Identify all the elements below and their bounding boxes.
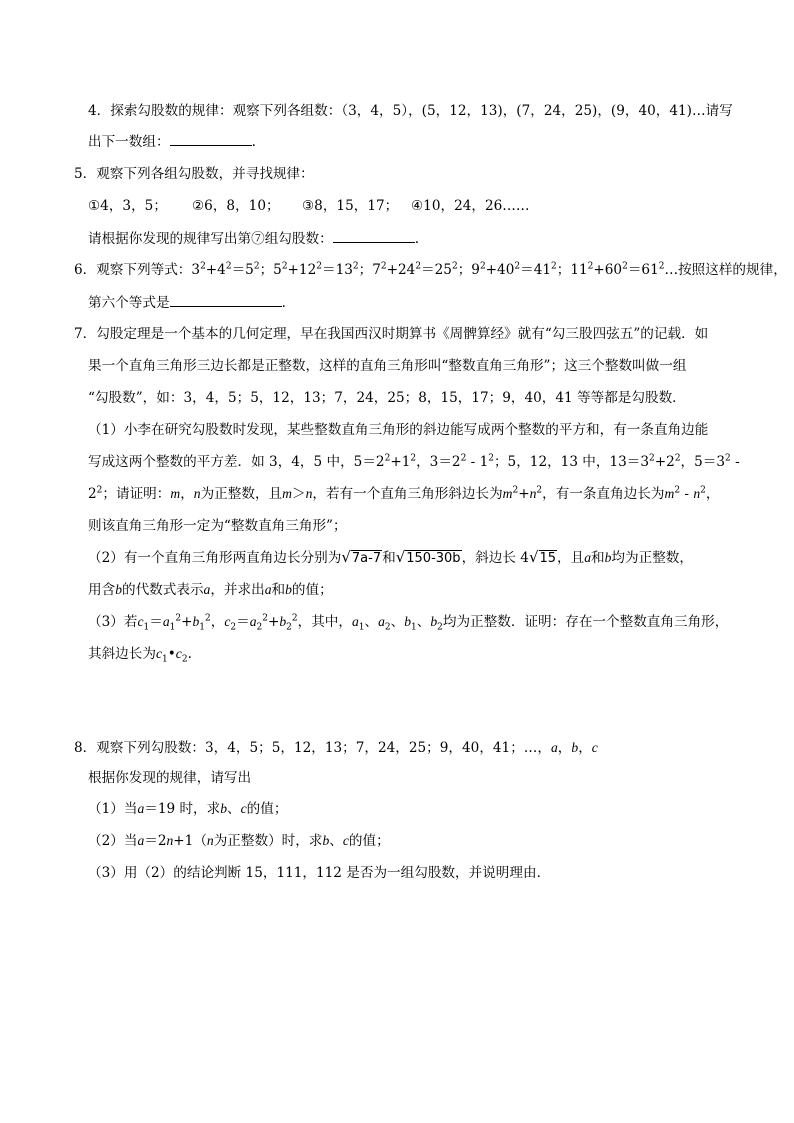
math-variable: b — [115, 582, 122, 597]
q5-ask — [88, 228, 419, 249]
math-variable: n — [529, 486, 537, 501]
math-variable: c — [137, 614, 144, 629]
math-variable: c — [591, 740, 598, 755]
subscript: 2 — [230, 622, 237, 633]
math-variable: n — [305, 486, 313, 501]
subscript: 2 — [181, 654, 188, 665]
text-run: 和 — [591, 550, 605, 566]
q5-line-1 — [74, 164, 314, 184]
superscript: 2 — [175, 613, 182, 624]
text-run: +2 — [654, 454, 675, 470]
superscript: 2 — [451, 261, 458, 272]
radicand: 15 — [539, 551, 557, 566]
text-run: ＝19 时，求 — [144, 801, 221, 817]
q7-part-2-line-1 — [88, 547, 693, 569]
math-variable: a — [378, 614, 385, 629]
text-run: 7 — [372, 262, 381, 278]
text-run: ，5＝3 — [680, 454, 726, 470]
q8-line-2 — [88, 768, 251, 788]
text-run: （2）当 — [88, 833, 138, 849]
superscript: 2 — [291, 613, 298, 624]
text-run: 和 — [382, 550, 396, 566]
text-run: . — [251, 134, 256, 150]
superscript: 2 — [225, 261, 232, 272]
math-variable: a — [203, 582, 211, 597]
text-run: +12 — [287, 262, 317, 278]
text-run: 为正整数，且 — [200, 486, 283, 502]
text-run: 的值； — [246, 801, 288, 817]
text-run: - 1 — [466, 454, 489, 470]
math-variable: b — [571, 740, 579, 755]
text-run: ， — [180, 486, 194, 502]
text-run: ； — [457, 262, 472, 278]
text-run: ，3＝2 — [416, 454, 461, 470]
q4-line-1 — [88, 101, 733, 121]
math-variable: n — [166, 833, 174, 848]
text-run: ，斜边长 4 — [461, 550, 529, 566]
text-run: ，若有一个直角三角形斜边长为 — [312, 486, 503, 502]
radical-sign: √ — [528, 548, 539, 566]
subscript: 2 — [437, 622, 443, 633]
text-run: ， — [210, 614, 225, 630]
q5-group-3: ③8，15，17； — [302, 198, 399, 214]
text-run: ； — [259, 262, 274, 278]
math-variable: a — [551, 740, 558, 755]
text-run: 观察下列勾股数：3，4，5；5，12，13；7，24，25；9，40，41；…， — [96, 740, 551, 756]
q4-number: 4． — [88, 103, 111, 119]
text-run: ＝61 — [627, 262, 659, 278]
superscript: 2 — [460, 453, 467, 464]
q4-text: 探索勾股数的规律：观察下列各组数：（3，4，5），(5，12，13)，(7，24，25)，(9，40，41)…请写 — [110, 103, 733, 119]
superscript: 2 — [262, 613, 268, 624]
superscript: 2 — [700, 485, 706, 496]
text-run: 观察下列各组勾股数，并寻找规律： — [96, 166, 314, 182]
superscript: 2 — [205, 613, 211, 624]
math-variable: a — [264, 582, 272, 597]
math-variable: b — [220, 801, 228, 816]
superscript: 2 — [352, 261, 359, 272]
text-run: • — [167, 646, 176, 662]
text-run: ，其中， — [297, 614, 352, 630]
math-variable: c — [342, 833, 349, 848]
text-run: - — [680, 486, 694, 502]
q8-part-1 — [88, 799, 287, 819]
q8-number: 8． — [74, 740, 97, 756]
text-run: +24 — [386, 262, 416, 278]
subscript: 2 — [256, 622, 263, 633]
subscript: 1 — [411, 622, 417, 633]
answer-blank[interactable] — [170, 131, 252, 146]
math-variable: a — [137, 801, 145, 816]
math-variable: n — [193, 486, 201, 501]
text-run: 9 — [471, 262, 480, 278]
text-run: 用含 — [88, 582, 116, 598]
superscript: 2 — [649, 453, 655, 464]
text-run: ，并求出 — [210, 582, 265, 598]
superscript: 2 — [514, 261, 521, 272]
q7-part-1-line-1 — [88, 420, 708, 440]
superscript: 2 — [384, 453, 391, 464]
q7-part-3-line-2 — [88, 644, 192, 664]
q7-part-2-line-2 — [88, 580, 333, 600]
math-variable: a — [162, 614, 170, 629]
q5-group-2: ②6，8，10； — [192, 198, 280, 214]
text-run: ；5，12，13 中，13＝3 — [493, 454, 650, 470]
text-run: ， — [578, 740, 592, 756]
math-variable: a — [352, 614, 359, 629]
text-run: 观察下列等式： — [96, 262, 192, 278]
q5-number: 5． — [74, 166, 97, 182]
superscript: 2 — [587, 261, 594, 272]
text-run: （3）用（2）的结论判断 15，111，112 是否为一组勾股数，并说明理由． — [88, 865, 551, 881]
text-run: +4 — [205, 262, 226, 278]
text-run: +1（ — [173, 833, 207, 849]
text-run: 、 — [364, 614, 379, 630]
text-run: 的代数式表示 — [121, 582, 204, 598]
math-variable: a — [137, 833, 145, 848]
text-run: （2）有一个直角三角形两直角边长分别为 — [88, 550, 342, 566]
text-run: ；请证明： — [102, 486, 171, 502]
text-run: ，有一条直角边长为 — [542, 486, 665, 502]
text-run: +40 — [485, 262, 515, 278]
radicand: 7a-7 — [351, 551, 382, 566]
text-run: ＝25 — [421, 262, 452, 278]
q7-number: 7． — [74, 326, 97, 342]
math-variable: b — [285, 582, 292, 597]
q6-line-2 — [88, 292, 286, 313]
superscript: 2 — [410, 453, 417, 464]
superscript: 2 — [551, 261, 557, 272]
superscript: 2 — [488, 453, 494, 464]
math-variable: c — [175, 646, 182, 661]
text-run: ＝ — [236, 614, 250, 630]
text-run: ； — [556, 262, 571, 278]
text-run: +1 — [390, 454, 411, 470]
subscript: 1 — [169, 622, 176, 633]
text-run: 、 — [227, 801, 241, 817]
sqrt-15 — [529, 547, 557, 569]
text-run: 、 — [329, 833, 343, 849]
math-variable: a — [249, 614, 257, 629]
subscript: 1 — [143, 622, 150, 633]
text-run: - — [730, 454, 740, 470]
subscript: 2 — [286, 622, 292, 633]
math-variable: a — [584, 550, 592, 565]
text-run: …按照这样的规律， — [664, 262, 787, 278]
math-variable: m — [664, 486, 675, 501]
answer-blank[interactable] — [170, 292, 282, 307]
superscript: 2 — [316, 261, 322, 272]
text-run: ＝41 — [520, 262, 552, 278]
q8-part-3 — [88, 863, 550, 883]
text-run: + — [518, 486, 530, 502]
text-run: 写成这两个整数的平方差．如 3，4，5 中，5＝2 — [88, 454, 385, 470]
text-run: （3）若 — [88, 614, 138, 630]
q7-part-3-line-1 — [88, 612, 728, 632]
math-variable: m — [502, 486, 513, 501]
text-run: 的值； — [348, 833, 390, 849]
math-variable: m — [282, 486, 292, 501]
q7-line-1 — [74, 324, 708, 344]
superscript: 2 — [96, 485, 103, 496]
text-run: 果一个直角三角形三边长都是正整数，这样的直角三角形叫“整数直角三角形”；这三个整数叫做一组 — [88, 358, 687, 374]
q8-line-1 — [74, 738, 598, 758]
text-run: 第六个等式是 — [88, 295, 170, 311]
q5-group-1: ①4，3，5； — [88, 198, 167, 214]
text-run: ； — [358, 262, 373, 278]
math-variable: n — [206, 833, 214, 848]
answer-blank[interactable] — [333, 228, 415, 243]
text-run: 和 — [271, 582, 286, 598]
superscript: 2 — [253, 261, 260, 272]
text-run: （1）小李在研究勾股数时发现，某些整数直角三角形的斜边能写成两个整数的平方和，有一条直角边能 — [88, 422, 709, 438]
text-run: ＞ — [291, 486, 306, 502]
text-run: 则该直角三角形一定为“整数直角三角形”； — [88, 518, 347, 534]
q5-group-3-wrap — [302, 196, 398, 216]
math-variable: c — [155, 646, 163, 661]
text-run: +60 — [593, 262, 623, 278]
superscript: 2 — [536, 485, 543, 496]
math-variable: n — [693, 486, 701, 501]
superscript: 2 — [512, 485, 519, 496]
text-run: 11 — [570, 262, 588, 278]
text-run: 为正整数）时，求 — [213, 833, 323, 849]
superscript: 2 — [415, 261, 422, 272]
text-run: ＝2 — [144, 833, 167, 849]
subscript: 1 — [199, 622, 205, 633]
radical-sign: √ — [395, 548, 406, 566]
superscript: 2 — [281, 261, 288, 272]
text-run: 勾股定理是一个基本的几何定理，早在我国西汉时期算书《周髀算经》就有“勾三股四弦五”的记载．如 — [96, 326, 709, 342]
math-variable: c — [224, 614, 231, 629]
text-run: 5 — [273, 262, 282, 278]
q7-line-3 — [88, 388, 686, 408]
q7-part-1-line-4 — [88, 516, 347, 536]
subscript: 1 — [162, 654, 168, 665]
text-run: ， — [705, 486, 720, 502]
text-run: . — [187, 646, 192, 662]
superscript: 2 — [658, 261, 665, 272]
q8-part-2 — [88, 831, 390, 851]
math-variable: b — [404, 614, 412, 629]
text-run: 、 — [390, 614, 405, 630]
text-run: 均为正整数．证明：存在一个整数直角三角形， — [442, 614, 729, 630]
math-variable: b — [604, 550, 612, 565]
q5-group-2-wrap — [192, 196, 280, 216]
q4-line-2 — [88, 131, 256, 152]
text-run: + — [267, 614, 280, 630]
text-run: 的值； — [291, 582, 333, 598]
text-run: + — [181, 614, 193, 630]
radical-sign: √ — [341, 548, 351, 566]
text-run: ＝13 — [321, 262, 353, 278]
text-run: 2 — [88, 486, 97, 502]
sqrt-150-30b — [396, 547, 462, 569]
radicand: 150-30b — [406, 551, 461, 566]
q5-groups — [88, 196, 167, 216]
math-variable: m — [170, 486, 181, 501]
superscript: 2 — [380, 261, 387, 272]
q5-group-4-wrap — [411, 196, 529, 216]
text-run: ， — [557, 740, 572, 756]
subscript: 1 — [358, 622, 365, 633]
text-run: 请根据你发现的规律写出第⑦组勾股数： — [88, 231, 333, 247]
superscript: 2 — [725, 453, 731, 464]
math-variable: b — [430, 614, 438, 629]
text-run: . — [281, 295, 286, 311]
math-variable: b — [322, 833, 330, 848]
superscript: 2 — [674, 485, 681, 496]
sqrt-7a-7 — [341, 547, 382, 569]
math-variable: b — [279, 614, 287, 629]
superscript: 2 — [622, 261, 628, 272]
text-run: 3 — [191, 262, 201, 278]
q6-number: 6． — [74, 262, 97, 278]
text-run: “勾股数”，如：3，4，5；5，12，13；7，24，25；8，15，17；9，40，41 等等都是勾股数． — [88, 390, 686, 406]
math-variable: b — [192, 614, 200, 629]
text-run: 出下一数组： — [88, 134, 170, 150]
q5-group-4: ④10，24，26…… — [411, 198, 530, 214]
q7-part-1-line-3 — [88, 484, 719, 504]
text-run: （1）当 — [88, 801, 138, 817]
superscript: 2 — [200, 261, 206, 272]
text-run: 、 — [416, 614, 431, 630]
text-run: 根据你发现的规律，请写出 — [88, 770, 252, 786]
superscript: 2 — [674, 453, 681, 464]
math-variable: c — [240, 801, 247, 816]
q7-part-1-line-2 — [88, 452, 740, 472]
text-run: 均为正整数， — [611, 550, 693, 566]
q6-line-1 — [74, 260, 787, 280]
superscript: 2 — [479, 261, 486, 272]
q7-line-2 — [88, 356, 686, 376]
text-run: . — [414, 231, 420, 247]
subscript: 2 — [384, 622, 391, 633]
text-run: ＝ — [149, 614, 163, 630]
text-run: ，且 — [557, 550, 585, 566]
text-run: ＝5 — [231, 262, 254, 278]
text-run: 其斜边长为 — [88, 646, 156, 662]
